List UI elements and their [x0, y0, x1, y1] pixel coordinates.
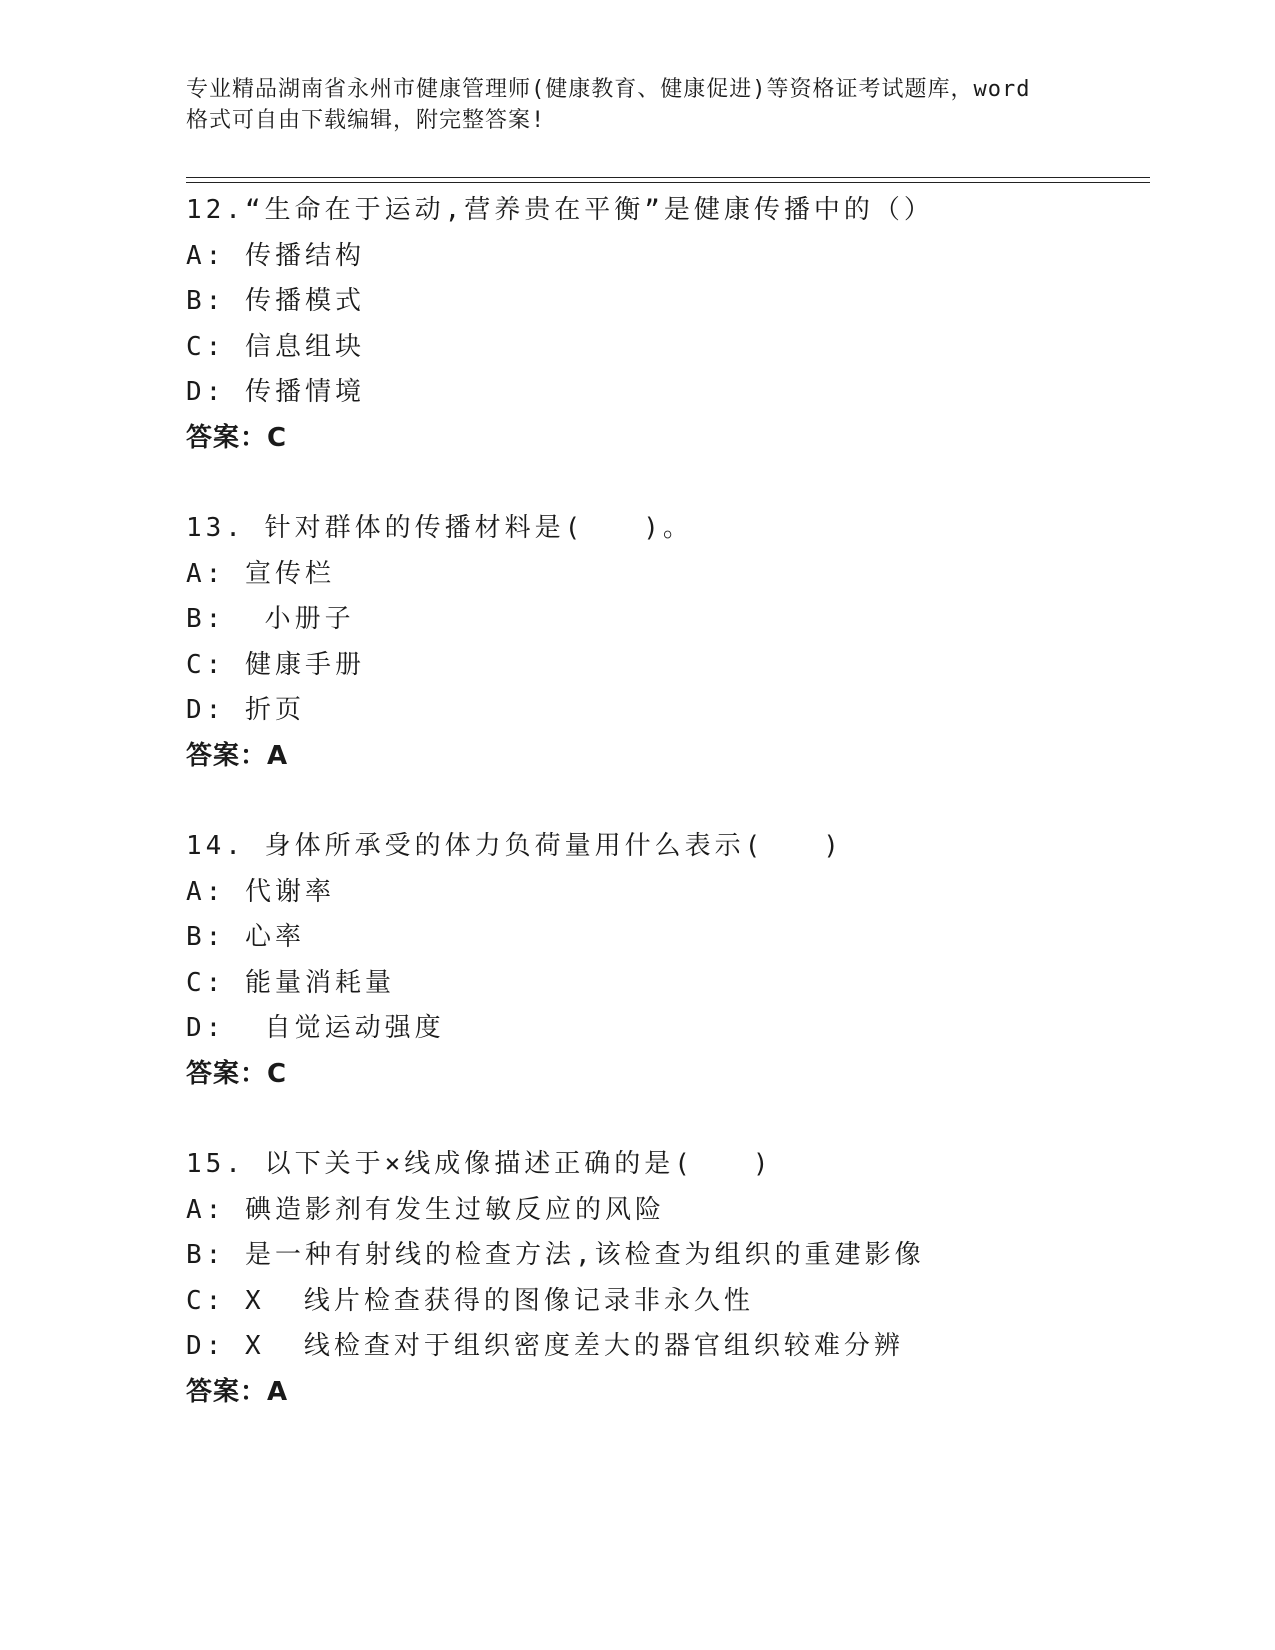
option-d: D: 自觉运动强度 — [186, 1013, 445, 1043]
option-b: B: 传播模式 — [186, 286, 365, 316]
question-15 — [186, 1142, 1150, 1415]
header-divider-top — [186, 177, 1150, 178]
option-d: D: 传播情境 — [186, 377, 365, 407]
option-c: C: 信息组块 — [186, 331, 365, 362]
answer-label: 答案：C — [186, 422, 288, 453]
header-line-1: 专业精品湖南省永州市健康管理师(健康教育、健康促进)等资格证考试题库，word — [186, 77, 1031, 102]
question-stem: 13. 针对群体的传播材料是( )。 — [186, 513, 693, 543]
document-header — [186, 74, 1086, 136]
question-stem: 12.“生命在于运动,营养贵在平衡”是健康传播中的（） — [186, 195, 934, 225]
option-c: C: 健康手册 — [186, 649, 365, 680]
question-14 — [186, 824, 1150, 1097]
option-b: B: 小册子 — [186, 604, 355, 634]
question-list — [186, 188, 1150, 1460]
question-stem: 15. 以下关于×线成像描述正确的是( ) — [186, 1149, 773, 1179]
question-12 — [186, 188, 1150, 461]
option-a: A: 代谢率 — [186, 876, 335, 907]
question-13 — [186, 506, 1150, 779]
option-d: D: X 线检查对于组织密度差大的器官组织较难分辨 — [186, 1331, 904, 1361]
answer-label: 答案：A — [186, 1376, 289, 1407]
option-c: C: X 线片检查获得的图像记录非永久性 — [186, 1285, 754, 1316]
header-line-2: 格式可自由下载编辑，附完整答案! — [186, 108, 546, 133]
header-divider-bottom — [186, 182, 1150, 183]
answer-label: 答案：A — [186, 740, 289, 771]
option-a: A: 传播结构 — [186, 240, 365, 271]
option-d: D: 折页 — [186, 695, 305, 725]
option-b: B: 心率 — [186, 922, 305, 952]
option-c: C: 能量消耗量 — [186, 967, 395, 998]
option-a: A: 碘造影剂有发生过敏反应的风险 — [186, 1194, 665, 1225]
question-stem: 14. 身体所承受的体力负荷量用什么表示( ) — [186, 831, 843, 861]
option-b: B: 是一种有射线的检查方法,该检查为组织的重建影像 — [186, 1240, 925, 1270]
option-a: A: 宣传栏 — [186, 558, 335, 589]
answer-label: 答案：C — [186, 1058, 288, 1089]
